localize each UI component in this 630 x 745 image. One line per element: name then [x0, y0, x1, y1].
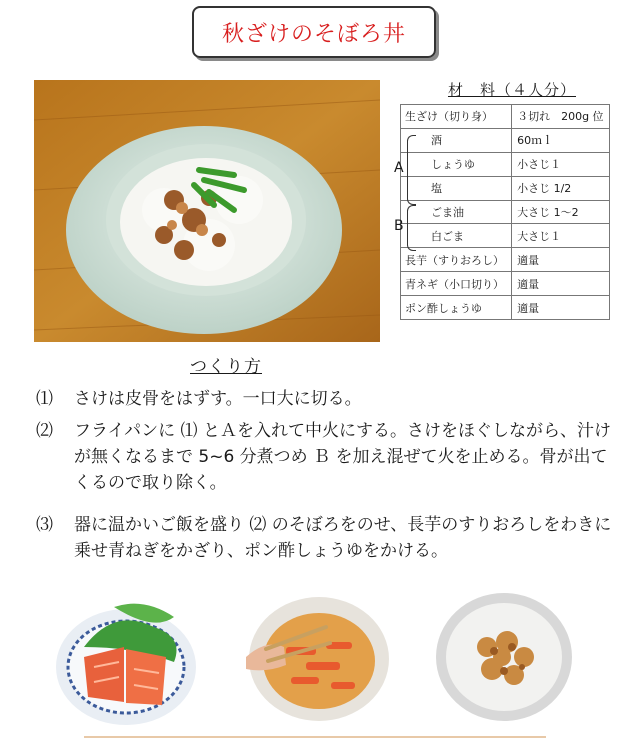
ingredient-amount: 適量 [512, 296, 610, 320]
cooking-salmon-photo [246, 587, 392, 727]
step-text: さけは皮骨をはずす。一口大に切る。 [74, 389, 362, 409]
raw-salmon-photo [54, 587, 198, 727]
ingredient-amount: 60ｍｌ [512, 128, 610, 152]
step-1 [36, 386, 616, 412]
title-box [192, 6, 436, 58]
step-text: フライパンに ⑴ とＡを入れて中火にする。さけをほぐしながら、汁けが無くなるまで 5~6 分煮つめ Ｂ を加え混ぜて火を止める。骨が出てくるので取り除く。 [74, 421, 611, 493]
ingredients-header: 材 料（４人分） [447, 81, 576, 99]
table-row [401, 272, 610, 296]
ingredient-amount: ３切れ 200g 位 [512, 105, 610, 129]
ingredients-table [400, 104, 610, 320]
ingredient-amount: 適量 [512, 272, 610, 296]
group-b-label: B [394, 218, 404, 234]
salmon-soboro-photo [432, 587, 576, 727]
ingredient-name: 酒 [401, 128, 512, 152]
table-row [401, 105, 610, 129]
method-header: つくり方 [190, 357, 262, 377]
group-a-bracket [407, 135, 416, 205]
ingredient-amount: 大さじ１ [512, 224, 610, 248]
ingredient-name: 生ざけ（切り身） [401, 105, 512, 129]
ingredient-amount: 小さじ 1/2 [512, 176, 610, 200]
step-2 [36, 418, 616, 496]
recipe-title: 秋ざけのそぼろ丼 [221, 21, 406, 47]
ingredient-amount: 小さじ１ [512, 152, 610, 176]
ingredient-name: 青ネギ（小口切り） [401, 272, 512, 296]
group-a-label: A [394, 160, 404, 176]
table-row [401, 248, 610, 272]
table-row [401, 152, 610, 176]
step-number: ⑶ [36, 515, 53, 535]
ingredient-name: 白ごま [401, 224, 512, 248]
table-row [401, 200, 610, 224]
group-b-bracket [407, 205, 416, 251]
table-row [401, 224, 610, 248]
main-dish-photo [34, 80, 380, 342]
step-3 [36, 512, 616, 564]
step-number: ⑴ [36, 389, 53, 409]
ingredient-amount: 大さじ 1～2 [512, 200, 610, 224]
step-text: 器に温かいご飯を盛り ⑵ のそぼろをのせ、長芋のすりおろしをわきに乗せ青ねぎをかざり、ポン酢しょうゆをかける。 [74, 515, 612, 561]
bottom-divider [84, 736, 546, 738]
ingredient-amount: 適量 [512, 248, 610, 272]
ingredient-name: 長芋（すりおろし） [401, 248, 512, 272]
ingredient-name: ポン酢しょうゆ [401, 296, 512, 320]
table-row [401, 296, 610, 320]
ingredient-name: ごま油 [401, 200, 512, 224]
table-row [401, 128, 610, 152]
ingredient-name: 塩 [401, 176, 512, 200]
table-row [401, 176, 610, 200]
ingredient-name: しょうゆ [401, 152, 512, 176]
step-number: ⑵ [36, 421, 53, 441]
